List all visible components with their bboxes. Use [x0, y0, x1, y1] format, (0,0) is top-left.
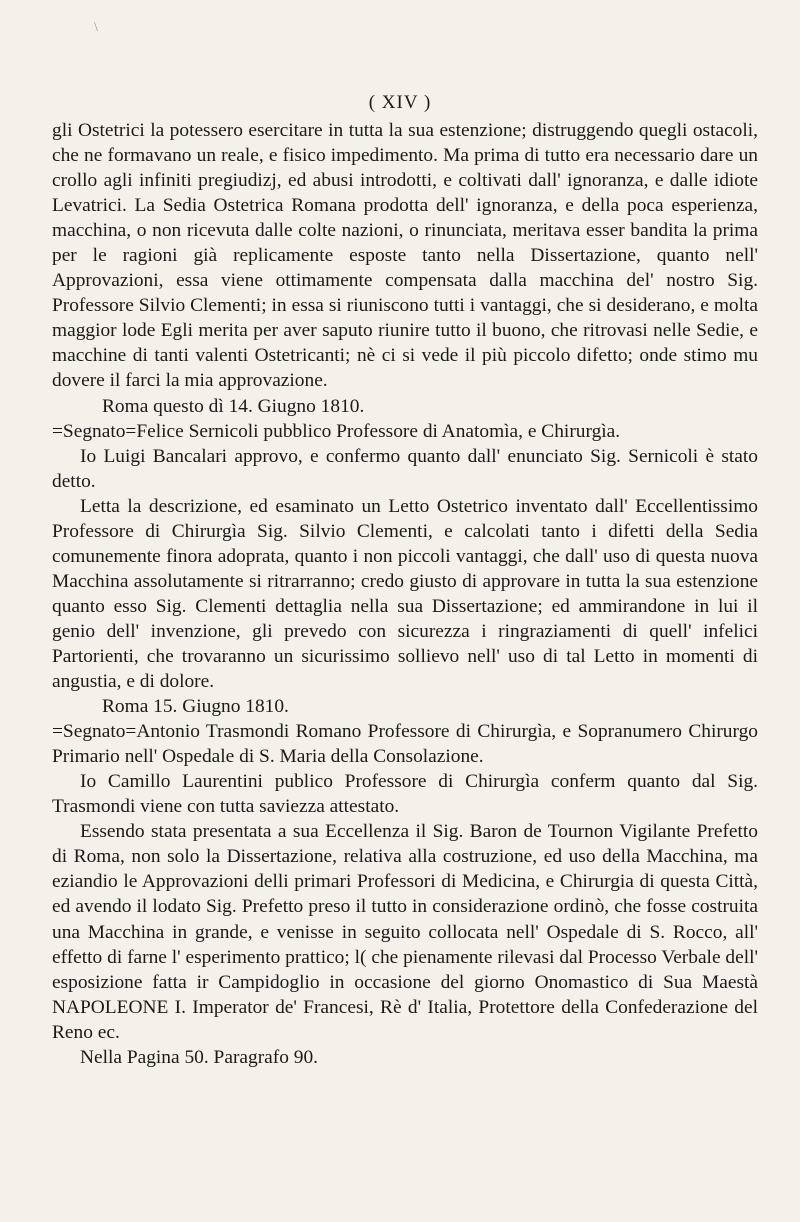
reference-line: Nella Pagina 50. Paragrafo 90. — [80, 1046, 318, 1068]
paragraph-trasmondi: Letta la descrizione, ed esaminato un Letto Ostetrico inventato dall' Eccellentissimo Professore di Chirurgìa Sig. Silvio Clementi, e calcolati tanto i difetti della Sedia comunemente finora adoprata, quanto i non piccoli vantaggi, che dall' uso di questa nuova Macchina assolutamente si ritrarranno; credo giusto di approvare in tutta la sua estenzione quanto esso Sig. Clementi dettaglia nella sua Dissertazione; ed ammirandone in lui il genio dell' invenzione, gli prevedo con sicurezza i ringraziamenti di quell' infelici Partorienti, che trovaranno un sicurissimo sollievo nell' uso di tal Letto in momenti di angustia, e di dolore. — [52, 495, 758, 693]
paragraph-prefetto: Essendo stata presentata a sua Eccellenza il Sig. Baron de Tournon Vigilante Prefetto di Roma, non solo la Dissertazione, relativa alla costruzione, ed uso della Macchina, ma eziandio le Approvazioni delli primari Professori di Medicina, e Chirurgia di questa Città, ed avendo il lodato Sig. Prefetto preso il tutto in considerazione ordinò, che fosse costruita una Macchina in grande, e venisse in seguito collocata nell' Ospedale di S. Rocco, all' effetto di farne l' esperimento prattico; l( che pienamente rilevasi dal Processo Verbale dell' esposizione fatta ir Campidoglio in occasione del giorno Onomastico di Sua Maestà NAPOLEONE I. Imperator de' Francesi, Rè d' Italia, Protettore della Confederazione del Reno ec. — [52, 821, 758, 1043]
paragraph-bancalari: Io Luigi Bancalari approvo, e confermo quanto dall' enunciato Sig. Sernicoli è stato detto. — [52, 445, 758, 492]
page-header: ( XIV ) — [368, 92, 432, 113]
signature-sernicoli: =Segnato=Felice Sernicoli pubblico Professore di Anatomìa, e Chirurgìa. — [52, 420, 621, 442]
paragraph-laurentini: Io Camillo Laurentini publico Professore di Chirurgìa conferm quanto dal Sig. Trasmondi viene con tutta saviezza attestato. — [52, 771, 758, 818]
corner-mark: \ — [94, 20, 98, 35]
signature-trasmondi: =Segnato=Antonio Trasmondi Romano Professore di Chirurgìa, e Sopranumero Chirurgo Primario nell' Ospedale di S. Maria della Consolazione. — [52, 721, 758, 768]
date-line-2: Roma 15. Giugno 1810. — [102, 696, 289, 718]
date-line-1: Roma questo dì 14. Giugno 1810. — [102, 395, 365, 417]
body-text — [52, 118, 758, 1070]
paragraph-intro: gli Ostetrici la potessero esercitare in tutta la sua estenzione; distruggendo quegli ostacoli, che ne formavano un reale, e fisico impedimento. Ma prima di tutto era necessario dare un crollo agli infiniti pregiudizj, ed abusi introdotti, e coltivati dall' ignoranza, e dalle idiote Levatrici. La Sedia Ostetrica Romana prodotta dell' ignoranza, e della poca esperienza, macchina, o non ricevuta dalle colte nazioni, o rinunciata, meritava esser bandita la prima per le ragioni già replicamente esposte tanto nella Dissertazione, quanto nell' Approvazioni, essa viene ottimamente compensata dalla macchina del' nostro Sig. Professore Silvio Clementi; in essa si riuniscono tutti i vantaggi, che si desiderano, e molta maggior lode Egli merita per aver saputo riunire tutto il buono, che ritrovasi nelle Sedie, e macchine di tanti valenti Ostetricanti; nè ci si vede il più piccolo difetto; onde stimo mu dovere il farci la mia approvazione. — [52, 120, 758, 392]
